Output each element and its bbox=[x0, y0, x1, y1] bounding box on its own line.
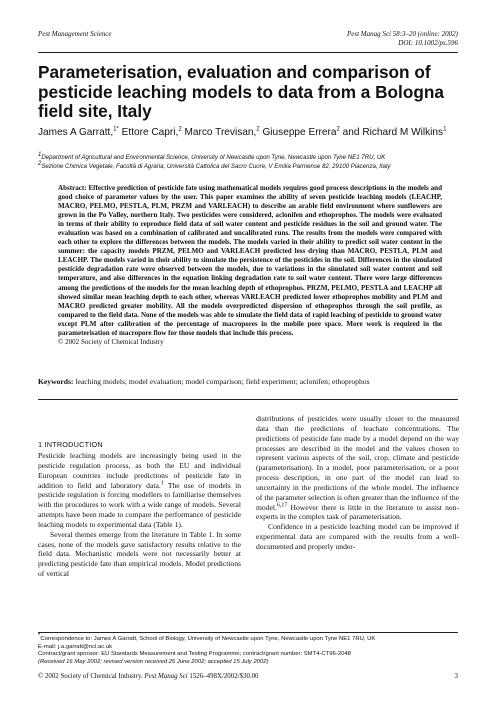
abstract bbox=[58, 184, 442, 347]
keywords-rule bbox=[38, 399, 458, 400]
author: Marco Trevisan,$^2$ bbox=[184, 126, 260, 138]
paragraph: distributions of pesticides were usually closer to the measured data than the predictions of leachate concentrations. The predictions of pesticide fate made by a model depend on the way processes are described in the model and the values chosen to represent various aspects of the soil, crop, climate and pesticide (parameterisation). In a model, poor parameterisation, or a poor process description, in one part of the model can lead to uncertainty in the predictions of the whole model. The influence of the parameter selection is often greater than the influence of the model.$^{6,17}$ However there is little in the literature to assist non-experts in the complex task of parameterisation. bbox=[256, 414, 459, 522]
author: and Richard M Wilkins$^1$ bbox=[342, 126, 447, 138]
section-heading: 1 INTRODUCTION bbox=[38, 440, 103, 449]
affiliation: $^1$Department of Agricultural and Environmental Science, University of Newcastle upon Tyne, Newcastle upon Tyne NE1 7RU, UK bbox=[38, 151, 386, 161]
paragraph: Confidence in a pesticide leaching model can be improved if experimental data are compared with the results from a well-documented and properly under- bbox=[256, 522, 459, 551]
footnotes bbox=[38, 633, 458, 666]
abstract-copyright: © 2002 Society of Chemical Industry bbox=[58, 337, 164, 346]
abstract-text: Abstract: Effective prediction of pesticide fate using mathematical models requires good process descriptions in the models and good choice of parameter values by the user. This paper examines the ability of seven pesticide leaching models (LEACHP, MACRO, PELMO, PESTLA, PLM, PRZM and VARLEACH) to describe an arable field environment where sunflowers are grown in the Po Valley, northern Italy. Two pesticides were considered, aclonifen and ethoprophos. The models were evaluated in terms of their ability to reproduce field data of soil water content and pesticide residues in the soil and ground water. The evaluation was based on a combination of calibrated and uncalibrated runs. The results from the models were compared with each other to explore the differences between the models. The models varied in their ability to predict soil water content in the summer: the capacity models PRZM, PELMO and VARLEACH predicted less drying than MACRO, PESTLA, PLM and LEACHP. The models varied in their ability to simulate the persistence of the pesticides in the soil. Differences in the simulated pesticide degradation rate were observed between the models, due to variations in the simulated soil water content and soil temperature, and also differences in the equation linking degradation rate to soil water content. There were large differences among the predictions of the models for the mean leaching depth of ethoprophos. PRZM, PELMO, PESTLA and LEACHP all showed similar mean leaching depth to each other, whereas VARLEACH predicted lower ethoprophos mobility and PLM and MACRO predicted greater mobility. All the models overpredicted dispersion of ethoprophos through the soil profile, as compared to the field data. None of the models was able to simulate the field data of rapid leaching of pesticide to ground water except PLM after calibration of the percentage of macropores in the mobile pore space. More work is required in the parameterisation of macropore flow for those models that include this process. bbox=[58, 184, 442, 337]
author-list bbox=[38, 126, 458, 139]
footnote-rule bbox=[38, 632, 458, 633]
page-number: 3 bbox=[454, 673, 458, 680]
author: Giuseppe Errera$^2$ bbox=[262, 126, 340, 138]
correspondence: *Correspondence to: James A Garratt, School of Biology, University of Newcastle upon Tyne, Newcastle upon Tyne NE1 7RU, UK bbox=[38, 633, 376, 642]
header-rule bbox=[38, 52, 458, 53]
sponsor: Contract/grant sponsor: EU Standards Measurement and Testing Programme; contract/grant number: SMT4-CT96-2048 bbox=[38, 651, 351, 658]
keywords bbox=[38, 377, 458, 387]
paragraph: Pesticide leaching models are increasingly being used in the pesticide regulation process, as both the EU and individual European countries include predictions of pesticide fate in addition to field and laboratory data.$^1$ The use of models in pesticide regulation is forcing modellers to familiarise themselves with the procedures to work with a wide range of models. Several attempts have been made to compare the performance of pesticide leaching models to experimental data (Table 1). bbox=[38, 451, 241, 529]
affiliation: $^2$Sezione Chimica Vegetale, Facoltà di Agraria, Università Cattolica del Sacro Cuore, V Emilia Parmense 82, 29100 Piacenza, Italy bbox=[38, 160, 391, 170]
author: Ettore Capri,$^2$ bbox=[121, 126, 182, 138]
keywords-label: Keywords: bbox=[38, 377, 74, 386]
page-footer: © 2002 Society of Chemical Industry. Pest Manag Sci 1526–498X/2002/$30.00 bbox=[38, 673, 259, 680]
received-dates: (Received 16 May 2002; revised version received 25 June 2002; accepted 15 July 2002) bbox=[38, 658, 269, 665]
right-column bbox=[256, 414, 459, 552]
author: James A Garratt,$^{1*}$ bbox=[38, 126, 119, 138]
left-column bbox=[38, 440, 241, 579]
doi: DOI: 10.1002/ps.596 bbox=[398, 39, 458, 47]
journal-name: Pest Management Science bbox=[38, 30, 112, 38]
article-title: Parameterisation, evaluation and comparison of pesticide leaching models to data from a Bologna field site, Italy bbox=[38, 62, 444, 121]
paragraph: Several themes emerge from the literature in Table 1. In some cases, none of the models gave satisfactory results relative to the field data. Mechanistic models were not necessarily better at predicting pesticide fate than empirical models. Model predictions of vertical bbox=[38, 529, 241, 579]
citation: Pest Manag Sci 58:3–20 (online: 2002) bbox=[346, 30, 458, 38]
email: E-mail: j.a.garratt@ncl.ac.uk bbox=[38, 643, 113, 650]
citation-block bbox=[347, 30, 458, 48]
keywords-text: leaching models; model evaluation; model comparison; field experiment; aclonifen; ethoprophos bbox=[75, 377, 370, 386]
